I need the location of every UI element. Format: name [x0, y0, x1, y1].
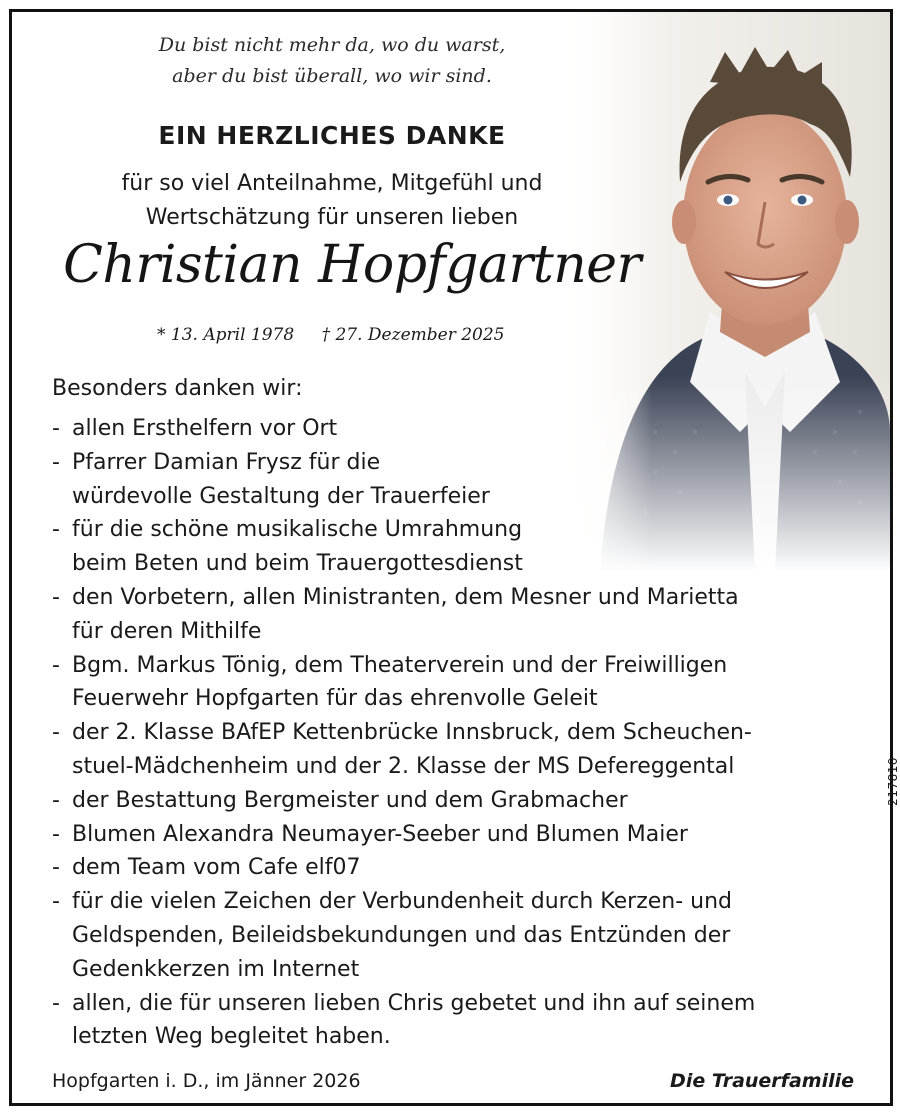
bullet-dash: -: [52, 889, 60, 915]
list-item-line: Blumen Alexandra Neumayer-Seeber und Blumen Maier: [72, 821, 688, 847]
list-item-line: letzten Weg begleitet haben.: [72, 1024, 391, 1050]
quote-line-2: aber du bist überall, wo wir sind.: [172, 65, 492, 87]
list-item-line: würdevolle Gestaltung der Trauerfeier: [72, 483, 490, 509]
section-title: Besonders danken wir:: [52, 376, 303, 401]
bullet-dash: -: [52, 449, 60, 475]
list-item: [52, 412, 842, 446]
death-date: † 27. Dezember 2025: [321, 325, 505, 345]
signature: Die Trauerfamilie: [670, 1070, 854, 1092]
birth-date: * 13. April 1978: [157, 325, 295, 345]
memorial-quote: [12, 30, 652, 92]
intro-line-1: für so viel Anteilnahme, Mitgefühl und: [121, 171, 543, 196]
bullet-dash: -: [52, 517, 60, 543]
list-item: [52, 581, 842, 649]
intro-line-2: Wertschätzung für unseren lieben: [145, 205, 519, 230]
list-item-line: Pfarrer Damian Frysz für die: [72, 449, 381, 475]
list-item: [52, 784, 842, 818]
list-item-line: Geldspenden, Beileidsbekundungen und das Entzünden der: [72, 922, 731, 948]
list-item-line: dem Team vom Cafe elf07: [72, 855, 361, 881]
place-date: Hopfgarten i. D., im Jänner 2026: [52, 1070, 361, 1092]
list-item-line: für die schöne musikalische Umrahmung: [72, 517, 523, 543]
bullet-dash: -: [52, 821, 60, 847]
bullet-dash: -: [52, 652, 60, 678]
list-item-line: stuel-Mädchenheim und der 2. Klasse der MS Defereggental: [72, 753, 735, 779]
list-item-line: den Vorbetern, allen Ministranten, dem Mesner und Marietta: [72, 584, 739, 610]
list-item-line: Gedenkkerzen im Internet: [72, 956, 360, 982]
list-item: [52, 716, 842, 784]
list-item-line: allen Ersthelfern vor Ort: [72, 416, 338, 441]
list-item: [52, 987, 842, 1055]
list-item-line: allen, die für unseren lieben Chris gebetet und ihn auf seinem: [72, 990, 756, 1016]
bullet-dash: -: [52, 584, 60, 610]
list-item-line: der Bestattung Bergmeister und dem Grabmacher: [72, 787, 628, 813]
quote-line-1: Du bist nicht mehr da, wo du warst,: [158, 34, 506, 56]
list-item: [52, 851, 842, 885]
list-item: [52, 885, 842, 986]
list-item: [52, 818, 842, 852]
bullet-dash: -: [52, 416, 60, 441]
list-item-line: Feuerwehr Hopfgarten für das ehrenvolle Geleit: [72, 686, 598, 712]
list-item: [52, 513, 842, 581]
list-item-line: für die vielen Zeichen der Verbundenheit durch Kerzen- und: [72, 889, 732, 915]
list-item-line: beim Beten und beim Trauergottesdienst: [72, 551, 523, 577]
bullet-dash: -: [52, 720, 60, 746]
list-item: [52, 446, 842, 514]
deceased-name: Christian Hopfgartner: [63, 235, 641, 295]
list-item-line: Bgm. Markus Tönig, dem Theaterverein und der Freiwilligen: [72, 652, 728, 678]
bullet-dash: -: [52, 855, 60, 881]
intro-text: [12, 167, 652, 235]
thanks-list: [52, 412, 842, 1054]
bullet-dash: -: [52, 787, 60, 813]
bullet-dash: -: [52, 990, 60, 1016]
obituary-card: [9, 9, 900, 1106]
list-item-line: der 2. Klasse BAfEP Kettenbrücke Innsbruck, dem Scheuchen-: [72, 720, 752, 746]
life-dates: [157, 325, 505, 345]
headline: EIN HERZLICHES DANKE: [158, 121, 506, 150]
ad-id: 217810: [886, 757, 900, 806]
list-item: [52, 649, 842, 717]
list-item-line: für deren Mithilfe: [72, 618, 262, 644]
